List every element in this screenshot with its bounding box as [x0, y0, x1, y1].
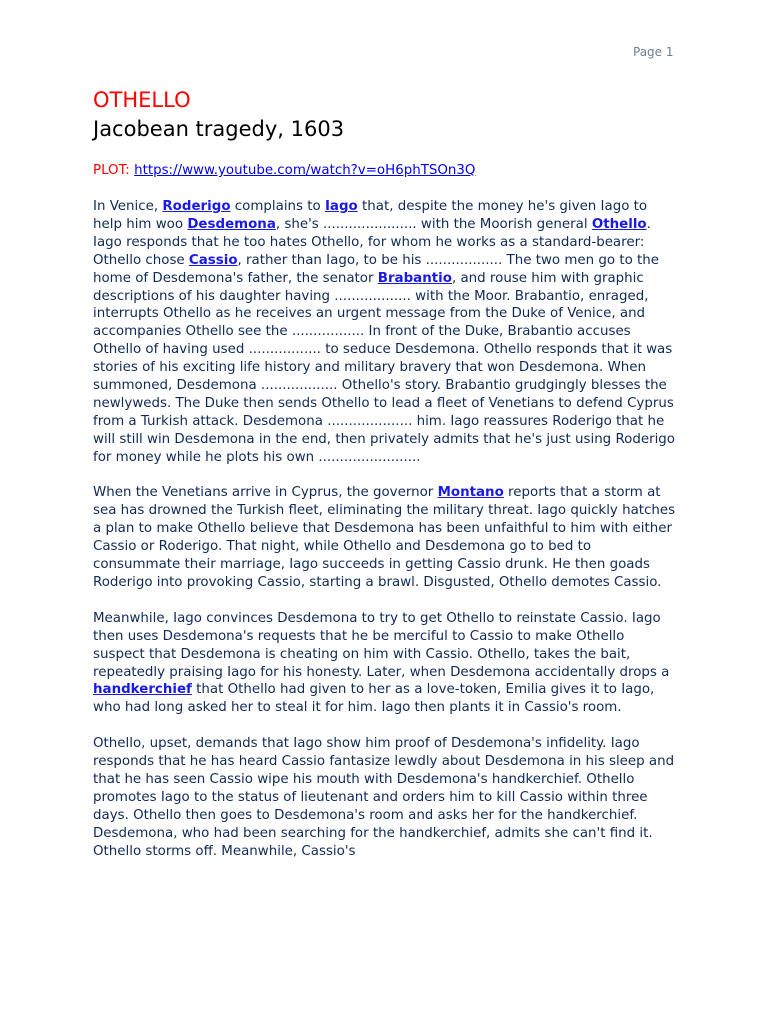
character-link-othello[interactable]: Othello [591, 216, 647, 232]
paragraph-text: Othello, upset, demands that Iago show him proof of Desdemona's infidelity. Iago responds that he has heard Cassio fantasize lewdly about Desdemona in his sleep and that he has seen Cassio wipe his mouth with Desdemona's handkerchief. Othello promotes Iago to the status of lieutenant and orders him to kill Cassio within three days. Othello then goes to Desdemona's room and asks her for the handkerchief. Desdemona, who had been searching for the handkerchief, admits she can't find it. Othello storms off. Meanwhile, Cassio's [93, 736, 675, 859]
paragraph-text: complains to [230, 199, 325, 214]
character-link-roderigo[interactable]: Roderigo [162, 199, 231, 214]
plot-line [93, 162, 475, 180]
character-link-cassio[interactable]: Cassio [188, 252, 238, 268]
character-link-desdemona[interactable]: Desdemona [187, 216, 276, 232]
title-block [93, 86, 344, 144]
paragraph-3 [93, 610, 678, 717]
document-title: OTHELLO [93, 88, 191, 112]
character-link-brabantio[interactable]: Brabantio [377, 270, 452, 286]
character-link-montano[interactable]: Montano [437, 485, 504, 501]
paragraph-4 [93, 735, 678, 860]
plot-video-link[interactable]: https://www.youtube.com/watch?v=oH6phTSOn3Q [134, 163, 476, 178]
paragraph-text: reports that a storm at sea has drowned the Turkish fleet, eliminating the military threat. Iago quickly hatches a plan to make Othello believe that Desdemona has been unfaithful to him with either Cassio or Roderigo. That night, while Othello and Desdemona go to bed to consummate their marriage, Iago succeeds in getting Cassio drunk. He then goads Roderigo into provoking Cassio, starting a brawl. Disgusted, Othello demotes Cassio. [93, 485, 676, 591]
paragraph-1 [93, 198, 678, 467]
paragraph-text: In Venice, [93, 199, 163, 214]
paragraph-text: , rather than Iago, to be his .................. The two men go to the home of Desdemona's father, the senator [93, 252, 659, 286]
page-number: Page 1 [633, 45, 674, 59]
paragraph-2 [93, 484, 678, 591]
term-link-handkerchief[interactable]: handkerchief [93, 682, 192, 698]
paragraph-text: , she's ...................... with the Moorish general [275, 216, 592, 232]
paragraph-text: When the Venetians arrive in Cyprus, the governor [93, 485, 438, 501]
paragraph-text: that, despite the money he's given Iago to help him woo [93, 199, 648, 232]
document-subtitle: Jacobean tragedy, 1603 [93, 117, 345, 141]
character-link-iago[interactable]: Iago [324, 199, 358, 214]
paragraph-text: that Othello had given to her as a love-token, Emilia gives it to Iago, who had long asked her to steal it for him. Iago then plants it in Cassio's room. [93, 682, 655, 716]
synopsis-body [93, 198, 678, 878]
paragraph-text: . Iago responds that he too hates Othello, for whom he works as a standard-bearer: Othello chose [93, 216, 651, 268]
paragraph-text: Meanwhile, Iago convinces Desdemona to try to get Othello to reinstate Cassio. Iago then uses Desdemona's requests that he be merciful to Cassio to make Othello suspect that Desdemona is cheating on him with Cassio. Othello, takes the bait, repeatedly praising Iago for his honesty. Later, when Desdemona accidentally drops a [93, 610, 670, 680]
plot-label: PLOT: [93, 163, 130, 178]
paragraph-text: , and rouse him with graphic descriptions of his daughter having .................. with the Moor. Brabantio, enraged, interrupts Othello as he receives an urgent message from the Duke of Venice, and accompanies Othello see the ................. In front of the Duke, Brabantio accuses Othello of having used ................. to seduce Desdemona. Othello responds that it was stories of his exciting life history and military bravery that won Desdemona. When summoned, Desdemona .................. Othello's story. Brabantio grudgingly blesses the newlyweds. The Duke then sends Othello to lead a fleet of Venetians to defend Cyprus from a Turkish attack. Desdemona .................... him. Iago reassures Roderigo that he will still win Desdemona in the end, then privately admits that he's just using Roderigo for money while he plots his own ........................ [93, 270, 675, 465]
